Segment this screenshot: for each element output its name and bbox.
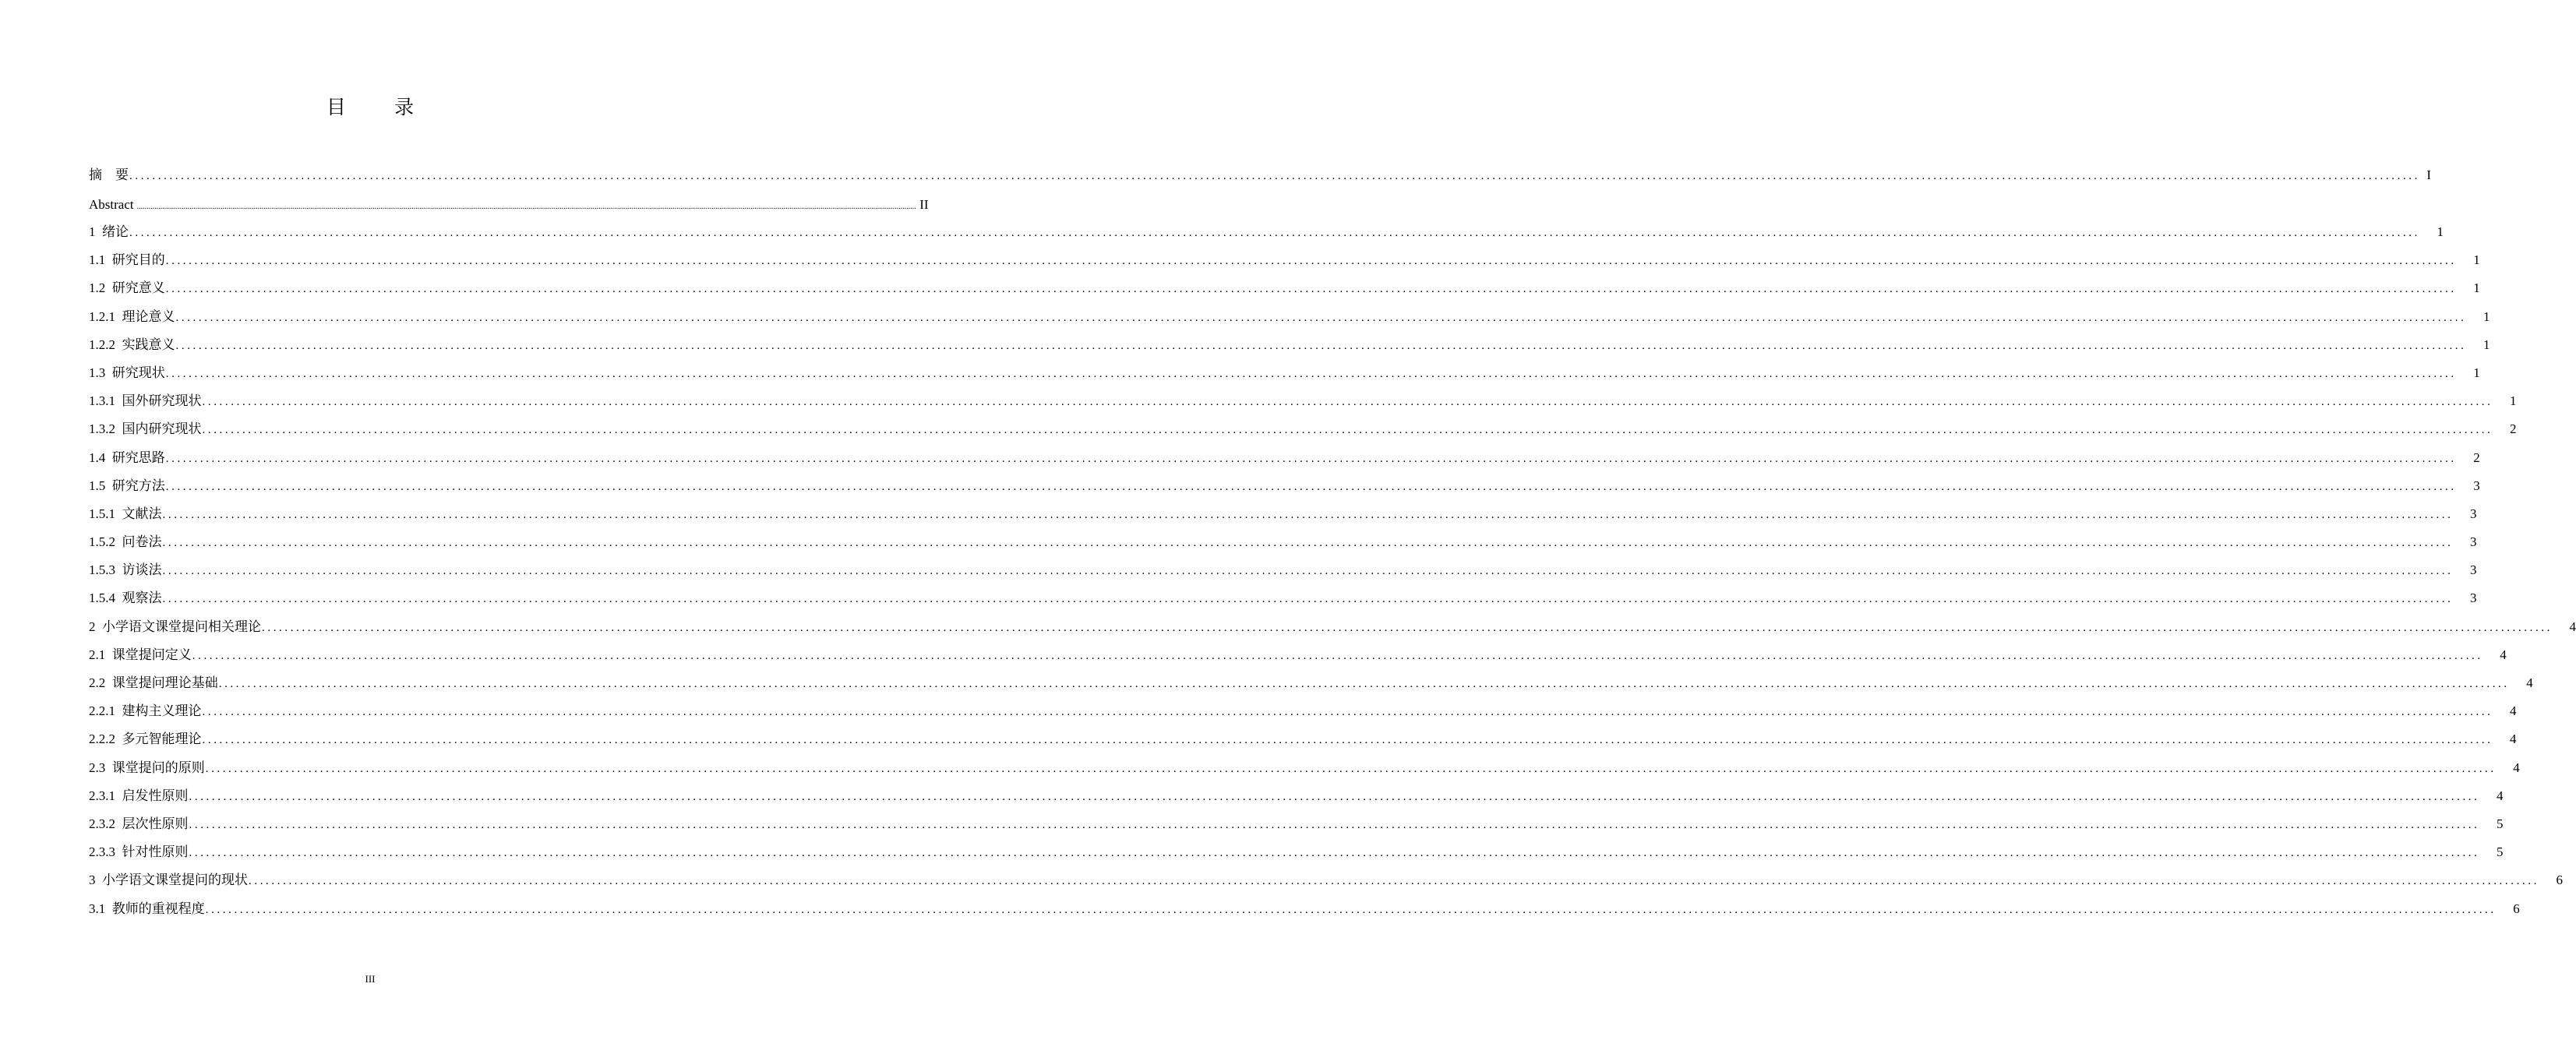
toc-entry-label: 2 小学语文课堂提问相关理论	[89, 619, 261, 634]
toc-leader-dots: ................................................................................................................................................................................................................................................................................................................................................................................................................	[165, 283, 2457, 296]
toc-entry-label: 2.2.2 多元智能理论	[89, 731, 202, 747]
toc-entry-page: 1	[2510, 393, 2517, 409]
toc-entry-page: 1	[2473, 365, 2480, 380]
toc-entry-page: 6	[2556, 872, 2563, 888]
toc-entry-label: 1.3 研究现状	[89, 365, 165, 380]
toc-entry-page: 2	[2473, 449, 2480, 465]
toc-entry[interactable]	[89, 641, 2507, 669]
toc-leader-dots: ................................................................................................................................................................................................................................................................................................................................................................................................................	[189, 790, 2480, 803]
toc-entry-page: 1	[2473, 280, 2480, 296]
toc-entry-page: 2	[2510, 421, 2517, 437]
toc-entry[interactable]	[89, 359, 2480, 387]
toc-entry-page: 3	[2473, 478, 2480, 493]
toc-leader-dots: ................................................................................................................................................................................................................................................................................................................................................................................................................	[165, 480, 2457, 493]
toc-leader-dots: ................................................................................................................................................................................................................................................................................................................................................................................................................	[202, 706, 2493, 719]
toc-entry-page: 5	[2497, 844, 2504, 860]
toc-entry-page: I	[2426, 167, 2431, 182]
toc-entry[interactable]	[89, 472, 2480, 500]
toc-entry-label: 1.5.3 访谈法	[89, 562, 162, 578]
toc-entry-page: 4	[2526, 675, 2533, 690]
toc-entry-label: 2.2.1 建构主义理论	[89, 703, 202, 719]
toc-leader-dots: ................................................................................................................................................................................................................................................................................................................................................................................................................	[129, 227, 2420, 239]
toc-entry-label: 1.4 研究思路	[89, 449, 165, 465]
toc-entry[interactable]	[89, 725, 2517, 753]
toc-entry-page: 4	[2510, 703, 2517, 719]
toc-entry-page: 3	[2470, 506, 2477, 521]
toc-entry-page: 1	[2483, 337, 2490, 352]
toc-leader-dots: ................................................................................................................................................................................................................................................................................................................................................................................................................	[218, 678, 2510, 690]
toc-entry-label: 1.5.1 文献法	[89, 506, 162, 521]
toc-leader-dots: ................................................................................................................................................................................................................................................................................................................................................................................................................	[202, 734, 2493, 747]
toc-entry[interactable]	[89, 415, 2517, 443]
toc-leader-dots: ................................................................................................................................................................................................................................................................................................................................................................................................................	[202, 396, 2493, 409]
toc-entry[interactable]	[89, 161, 2431, 191]
toc-entry[interactable]	[89, 274, 2480, 302]
toc-entry[interactable]	[89, 500, 2477, 528]
toc-leader-dots: ................................................................................................................................................................................................................................................................................................................................................................................................................	[205, 903, 2497, 916]
toc-entry[interactable]	[89, 866, 2563, 894]
toc-leader-dots: ................................................................................................................................................................................................................................................................................................................................................................................................................	[175, 339, 2467, 352]
toc-entry-page: 3	[2470, 534, 2477, 550]
toc-entry-label: 3.1 教师的重视程度	[89, 901, 205, 916]
toc-leader-dots: ................................................................................................................................................................................................................................................................................................................................................................................................................	[165, 452, 2457, 465]
toc-entry-label: 1.2.2 实践意义	[89, 337, 175, 352]
page-number: III	[365, 973, 376, 985]
toc-entry-label: 2.3.1 启发性原则	[89, 788, 189, 803]
toc-entry[interactable]	[89, 246, 2480, 274]
toc-leader-dots: ................................................................................................................................................................................................................................................................................................................................................................................................................	[189, 847, 2480, 860]
toc-entry[interactable]	[89, 331, 2490, 359]
toc-entry[interactable]	[89, 782, 2504, 810]
toc-entry[interactable]	[89, 754, 2520, 782]
toc-entry[interactable]	[89, 191, 929, 218]
toc-entry[interactable]	[89, 528, 2477, 556]
toc-entry[interactable]	[89, 669, 2533, 697]
toc-entry-page: 1	[2473, 252, 2480, 268]
toc-leader-dots: ................................................................................................................................................................................................................................................................................................................................................................................................................	[202, 424, 2493, 437]
toc-leader-dots: ................................................................................................................................................................................................................................................................................................................................................................................................................	[162, 508, 2454, 521]
toc-entry-page: 4	[2510, 731, 2517, 747]
toc-leader-dots: ................................................................................................................................................................................................................................................................................................................................................................................................................	[165, 367, 2457, 380]
toc-entry-label: 1.3.1 国外研究现状	[89, 393, 202, 409]
toc-leader-dots: ................................................................................................................................................................................................................................................................................................................................................................................................................	[262, 621, 2553, 634]
toc-entry-label: 1.3.2 国内研究现状	[89, 421, 202, 437]
toc-entry-label: Abstract	[89, 197, 134, 212]
toc-leader-dots: ................................................................................................................................................................................................................................................................................................................................................................................................................	[136, 203, 916, 211]
toc-leader-dots: ................................................................................................................................................................................................................................................................................................................................................................................................................	[189, 818, 2480, 831]
toc-entry-page: 3	[2470, 590, 2477, 606]
toc-leader-dots: ................................................................................................................................................................................................................................................................................................................................................................................................................	[249, 875, 2539, 888]
toc-leader-dots: ................................................................................................................................................................................................................................................................................................................................................................................................................	[165, 255, 2457, 268]
toc-entry-page: 5	[2497, 816, 2504, 831]
toc-entry[interactable]	[89, 613, 2576, 641]
page-title: 目 录	[326, 97, 436, 118]
toc-leader-dots: ................................................................................................................................................................................................................................................................................................................................................................................................................	[162, 537, 2454, 550]
toc-entry-page: 1	[2437, 224, 2444, 239]
toc-entry-label: 2.2 课堂提问理论基础	[89, 675, 218, 690]
toc-entry[interactable]	[89, 895, 2520, 923]
toc-entry-label: 2.3.3 针对性原则	[89, 844, 189, 860]
toc-leader-dots: ................................................................................................................................................................................................................................................................................................................................................................................................................	[162, 565, 2454, 578]
toc-entry-label: 1.5.4 观察法	[89, 590, 162, 606]
toc-entry-label: 1.2.1 理论意义	[89, 308, 175, 324]
toc-entry-page: 4	[2500, 647, 2507, 662]
toc-entry[interactable]	[89, 838, 2504, 866]
toc-leader-dots: ................................................................................................................................................................................................................................................................................................................................................................................................................	[175, 311, 2467, 324]
toc-leader-dots: ................................................................................................................................................................................................................................................................................................................................................................................................................	[205, 762, 2497, 775]
toc-entry[interactable]	[89, 584, 2477, 612]
toc-entry-label: 1.2 研究意义	[89, 280, 165, 296]
toc-entry[interactable]	[89, 387, 2517, 415]
toc-entry[interactable]	[89, 218, 2444, 246]
toc-entry[interactable]	[89, 303, 2490, 331]
toc-entry-page: 4	[2513, 760, 2520, 775]
toc-entry-label: 2.3 课堂提问的原则	[89, 760, 205, 775]
table-of-contents	[89, 161, 2576, 923]
toc-entry[interactable]	[89, 444, 2480, 472]
toc-entry-page: 4	[2569, 619, 2576, 634]
toc-entry-label: 摘 要	[89, 167, 129, 182]
toc-entry-page: 4	[2497, 788, 2504, 803]
toc-leader-dots: ................................................................................................................................................................................................................................................................................................................................................................................................................	[162, 593, 2454, 606]
toc-entry[interactable]	[89, 697, 2517, 725]
toc-entry[interactable]	[89, 810, 2504, 838]
toc-entry[interactable]	[89, 556, 2477, 584]
toc-entry-label: 1.5.2 问卷法	[89, 534, 162, 550]
toc-entry-label: 1.5 研究方法	[89, 478, 165, 493]
toc-entry-page: 3	[2470, 562, 2477, 578]
toc-leader-dots: ................................................................................................................................................................................................................................................................................................................................................................................................................	[192, 649, 2483, 662]
toc-entry-page: 6	[2513, 901, 2520, 916]
toc-entry-label: 2.1 课堂提问定义	[89, 647, 192, 662]
toc-entry-label: 1.1 研究目的	[89, 252, 165, 268]
toc-entry-page: II	[919, 197, 929, 212]
toc-entry-label: 1 绪论	[89, 224, 129, 239]
toc-entry-label: 3 小学语文课堂提问的现状	[89, 872, 248, 888]
toc-entry-page: 1	[2483, 308, 2490, 324]
toc-leader-dots: ................................................................................................................................................................................................................................................................................................................................................................................................................	[129, 170, 2420, 182]
toc-entry-label: 2.3.2 层次性原则	[89, 816, 189, 831]
